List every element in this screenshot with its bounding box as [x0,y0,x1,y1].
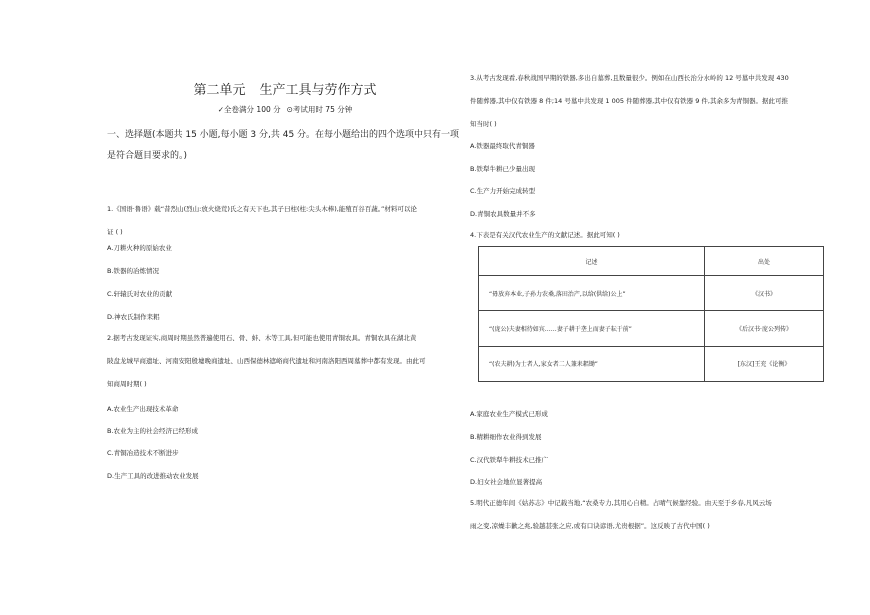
q4-option-b: B.精耕细作农业得到发展 [470,433,542,441]
question-3 [470,67,789,136]
table-row [479,311,824,346]
exam-meta [100,104,470,115]
q1-option-b: B.铁器的冶炼情况 [107,267,160,275]
topic-label: 生产工具与劳作方式 [259,83,377,98]
question-4-stem: 4.下表是有关汉代农业生产的文献记述。据此可知( ) [470,231,620,239]
question-1 [107,198,417,244]
q2-option-d: D.生产工具的改进推动农业发展 [107,472,199,480]
table-cell-record: “毋放弃本业,子孙力农桑,落田治产,以给(供给)公上” [479,276,705,311]
question-2 [107,327,426,396]
q1-option-d: D.神农氏制作耒耜 [107,313,160,321]
table-cell-source: 《后汉书·庞公列传》 [705,311,824,346]
full-score: ✓全卷满分 100 分 [217,105,281,114]
q4-option-a: A.家庭农业生产模式已形成 [470,410,548,418]
question-2-line: 陂盘龙城早商遗址、河南安阳殷墟晚商遗址、山西保德林遮峪商代遗址和河南洛阳西周墓葬中都有发现。由此可 [107,357,426,365]
question-3-line: 3.从考古发现看,春秋战国早期的铁器,多出自墓葬,且数量很少。例如在山西长治分水岭的 12 号墓中共发现 430 [470,74,789,82]
question-2-line: 2.据考古发现证实,商周时期虽然普遍使用石、骨、蚌、木等工具,但可能也使用青铜农具。青铜农具在湖北黄 [107,334,417,342]
q2-option-a: A.农业生产出现技术革命 [107,405,179,413]
section-heading: 一、选择题(本题共 15 小题,每小题 3 分,共 45 分。在每小题给出的四个选项中只有一项是符合题目要求的。) [107,130,460,161]
table-row [479,276,824,311]
q3-option-d: D.青铜农具数量并不多 [470,210,536,218]
q2-option-c: C.青铜冶造技术不断进步 [107,449,179,457]
question-5-line: 雨之变,凉燥丰歉之兆,验越甚张之应,或有口诀谚语,尤贵根据”。这反映了古代中国( ) [470,522,710,530]
table-header-cell: 出处 [705,247,824,276]
table-cell-record: “(庞公)夫妻相待如宾……妻子耕于垄上而妻子耘于前” [479,311,705,346]
question-3-line: 知当时( ) [470,120,497,128]
table-header-cell: 记述 [479,247,705,276]
q3-option-b: B.铁犁牛耕已少量出现 [470,165,536,173]
q4-option-d: D.妇女社会地位显著提高 [470,478,543,486]
q3-option-a: A.铁器最终取代青铜器 [470,142,535,150]
records-table [478,246,824,382]
table-row [479,346,824,381]
question-1-line: 1.《国语·鲁语》载“昔烈山(烈山:放火烧荒)氏之有天下也,其子曰柱(柱:尖头木棒),能殖百谷百蔬。”材料可以论 [107,205,417,213]
q4-option-c: C.汉代铁犁牛耕技术已推广 [470,456,549,464]
question-3-line: 件随葬器,其中仅有铁器 8 件;14 号墓中共发现 1 005 件随葬器,其中仅有铁器 9 件,其余多为青铜器。据此可推 [470,97,789,105]
question-5-line: 5.明代正德年间《姑苏志》中记载当地,“农桑专力,其用心自精。占晴气候靠经验。由天至于乡春,凡风云场 [470,499,772,507]
exam-time: ⊙考试用时 75 分钟 [286,105,353,114]
q3-option-c: C.生产力开始完成转型 [470,187,536,195]
question-2-line: 知商周时期( ) [107,380,147,388]
table-cell-source: [东汉]王充《论衡》 [705,346,824,381]
table-header-row [479,247,824,276]
q2-option-b: B.农业为主的社会经济已经形成 [107,427,199,435]
q1-option-c: C.轩辕氏对农业的贡献 [107,290,173,298]
q1-option-a: A.刀耕火种的原始农业 [107,244,172,252]
table-cell-record: “(农夫耕)为士者人,家女者二人兼耒耜锄” [479,346,705,381]
question-5 [470,492,772,538]
page-title [100,79,470,98]
table-cell-source: 《汉书》 [705,276,824,311]
question-1-line: 证 ( ) [107,228,123,236]
unit-label: 第二单元 [193,83,246,98]
